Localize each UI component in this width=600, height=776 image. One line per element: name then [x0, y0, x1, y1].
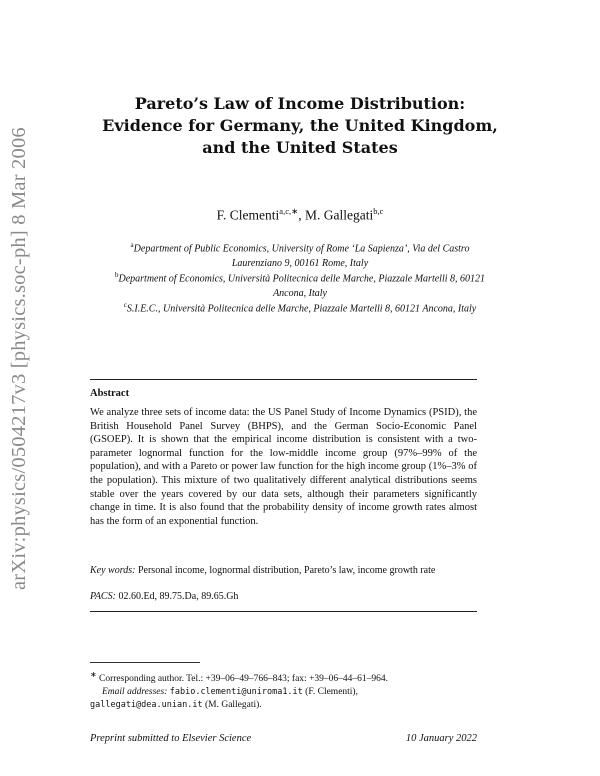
- author-list: [100, 206, 500, 224]
- author-separator: ,: [298, 207, 305, 223]
- author-affiliation-mark: b,c: [373, 206, 384, 216]
- affiliation: [112, 268, 488, 301]
- email-owner: (F. Clementi),: [305, 687, 358, 698]
- affiliation-mark: b: [115, 271, 119, 279]
- footnote-contact: Corresponding author. Tel.: +39–06–49–766–843; fax: +39–06–44–61–964.: [99, 674, 389, 685]
- affiliation-mark: c: [123, 301, 127, 309]
- paper-title: [90, 93, 510, 159]
- abstract-bottom-rule: [90, 611, 477, 612]
- keywords-text: Personal income, lognormal distribution, Pareto’s law, income growth rate: [137, 565, 436, 576]
- arxiv-stamp: arXiv:physics/0504217v3 [physics.soc-ph] 8 Mar 2006: [8, 127, 30, 590]
- email-link[interactable]: fabio.clementi@uniroma1.it: [169, 687, 303, 698]
- abstract-body: We analyze three sets of income data: the US Panel Study of Income Dynamics (PSID), the British Household Panel Survey (BHPS), and the German Socio-Economic Panel (GSOEP). It is shown that the empirical income distribution is consistent with a two-parameter lognormal function for the low-middle income group (97%–99% of the population), and with a Pareto or power law function for the high income group (1%–3% of the population). This mixture of two qualitatively different analytical distributions seems stable over the years covered by our data sets, although their parameters significantly change in time. It is also found that the probability density of income growth rates almost has the form of an exponential function.: [90, 407, 477, 527]
- affiliation-text: Department of Public Economics, University of Rome ‘La Sapienza’, Via del Castro Laurenziano 9, 00161 Rome, Italy: [133, 243, 470, 270]
- affiliation-text: Department of Economics, Università Politecnica delle Marche, Piazzale Martelli 8, 60121 Ancona, Italy: [118, 273, 485, 300]
- affiliation: [112, 238, 488, 271]
- author-name: F. Clementi: [216, 207, 280, 223]
- abstract-top-rule: [90, 379, 477, 380]
- title-line: Pareto’s Law of Income Distribution:: [134, 94, 466, 113]
- affiliation-text: S.I.E.C., Università Politecnica delle Marche, Piazzale Martelli 8, 60121 Ancona, Italy: [126, 303, 477, 315]
- abstract-heading: Abstract: [90, 388, 130, 399]
- pacs-label: PACS:: [90, 591, 116, 602]
- email-link[interactable]: gallegati@dea.unian.it: [90, 700, 203, 711]
- affiliation: [112, 298, 488, 316]
- affiliation-mark: a: [130, 241, 134, 249]
- footnote: [90, 668, 490, 712]
- footnote-rule: [90, 662, 200, 663]
- email-owner: (M. Gallegati).: [204, 700, 262, 711]
- title-line: and the United States: [202, 138, 398, 157]
- author-affiliation-mark: a,c,∗: [279, 206, 299, 216]
- preprint-note: Preprint submitted to Elsevier Science: [90, 733, 252, 744]
- pacs: [90, 591, 238, 602]
- email-label: Email addresses:: [102, 687, 168, 698]
- keywords-label: Key words:: [90, 565, 136, 576]
- author-name: M. Gallegati: [304, 207, 374, 223]
- footnote-mark: ∗: [90, 670, 97, 679]
- keywords: [90, 564, 477, 577]
- title-line: Evidence for Germany, the United Kingdom,: [102, 116, 498, 135]
- pacs-text: 02.60.Ed, 89.75.Da, 89.65.Gh: [118, 591, 239, 602]
- preprint-date: 10 January 2022: [405, 733, 477, 744]
